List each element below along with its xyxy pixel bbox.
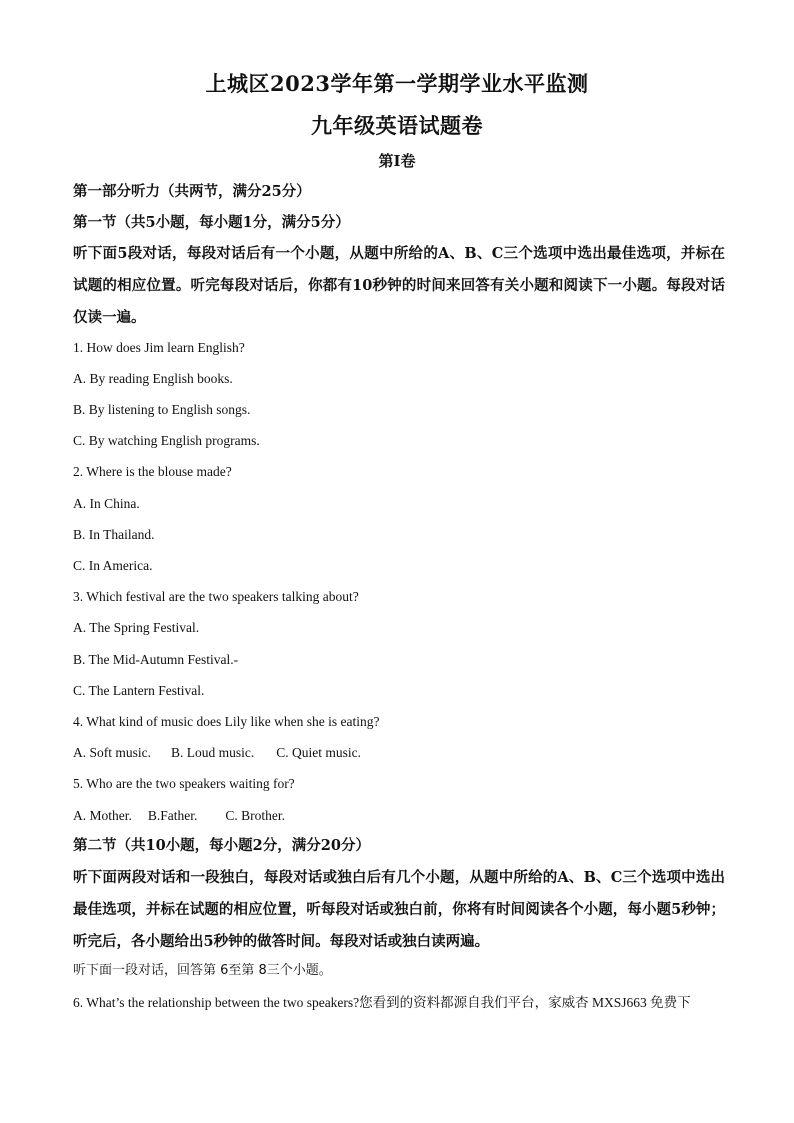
- question-4-option-b: B. Loud music.: [171, 745, 255, 760]
- question-4-option-c: C. Quiet music.: [276, 745, 362, 760]
- question-2-option-a: A. In China.: [73, 496, 140, 511]
- section2-note: 听下面一段对话，回答第 6至第 8三个小题。: [73, 963, 332, 978]
- section1-heading: 第一节（共5小题，每小题1分，满分5分）: [73, 214, 350, 231]
- question-4-options: [73, 744, 733, 762]
- question-5-stem: 5. Who are the two speakers waiting for?: [73, 776, 295, 791]
- question-1-stem: 1. How does Jim learn English?: [73, 340, 245, 355]
- question-5-option-a: A. Mother.: [73, 808, 132, 823]
- section1-instructions: 听下面5段对话，每段对话后有一个小题，从题中所给的A、B、C三个选项中选出最佳选项，并标在试题的相应位置。听完每段对话后，你都有10秒钟的时间来回答有关小题和阅读下一小题。每段对话仅读一遍。: [73, 245, 725, 326]
- question-2-stem: 2. Where is the blouse made?: [73, 464, 232, 479]
- question-1-option-a: A. By reading English books.: [73, 371, 233, 386]
- question-5-option-b: B.Father.: [147, 808, 198, 823]
- question-3-option-c: C. The Lantern Festival.: [73, 683, 205, 698]
- question-2-option-c: C. In America.: [73, 558, 153, 573]
- exam-subtitle: 九年级英语试题卷: [311, 113, 483, 138]
- exam-title: 上城区2023学年第一学期学业水平监测: [205, 71, 589, 96]
- question-4-option-a: A. Soft music.: [73, 745, 152, 760]
- volume-label: 第I卷: [378, 152, 416, 170]
- question-3-stem: 3. Which festival are the two speakers talking about?: [73, 589, 359, 604]
- section2-instructions: 听下面两段对话和一段独白，每段对话或独白后有几个小题，从题中所给的A、B、C三个选项中选出最佳选项，并标在试题的相应位置，听每段对话或独白前，你将有时间阅读各个小题，每小题5秒钟；听完后，各小题给出5秒钟的做答时间。每段对话或独白读两遍。: [73, 869, 725, 950]
- question-1-option-b: B. By listening to English songs.: [73, 402, 251, 417]
- question-5-options: [73, 807, 733, 825]
- question-1-option-c: C. By watching English programs.: [73, 433, 260, 448]
- question-4-stem: 4. What kind of music does Lily like when she is eating?: [73, 714, 380, 729]
- part1-heading: 第一部分听力（共两节，满分25分）: [73, 183, 311, 200]
- question-2-option-b: B. In Thailand.: [73, 527, 155, 542]
- question-6-stem: 6. What’s the relationship between the two speakers?您看到的资料都源自我们平台，家威杏 MXSJ663 免费下: [73, 995, 691, 1010]
- question-5-option-c: C. Brother.: [225, 808, 285, 823]
- section2-heading: 第二节（共10小题，每小题2分，满分20分）: [73, 837, 370, 854]
- question-3-option-b: B. The Mid-Autumn Festival.-: [73, 652, 239, 667]
- question-3-option-a: A. The Spring Festival.: [73, 620, 200, 635]
